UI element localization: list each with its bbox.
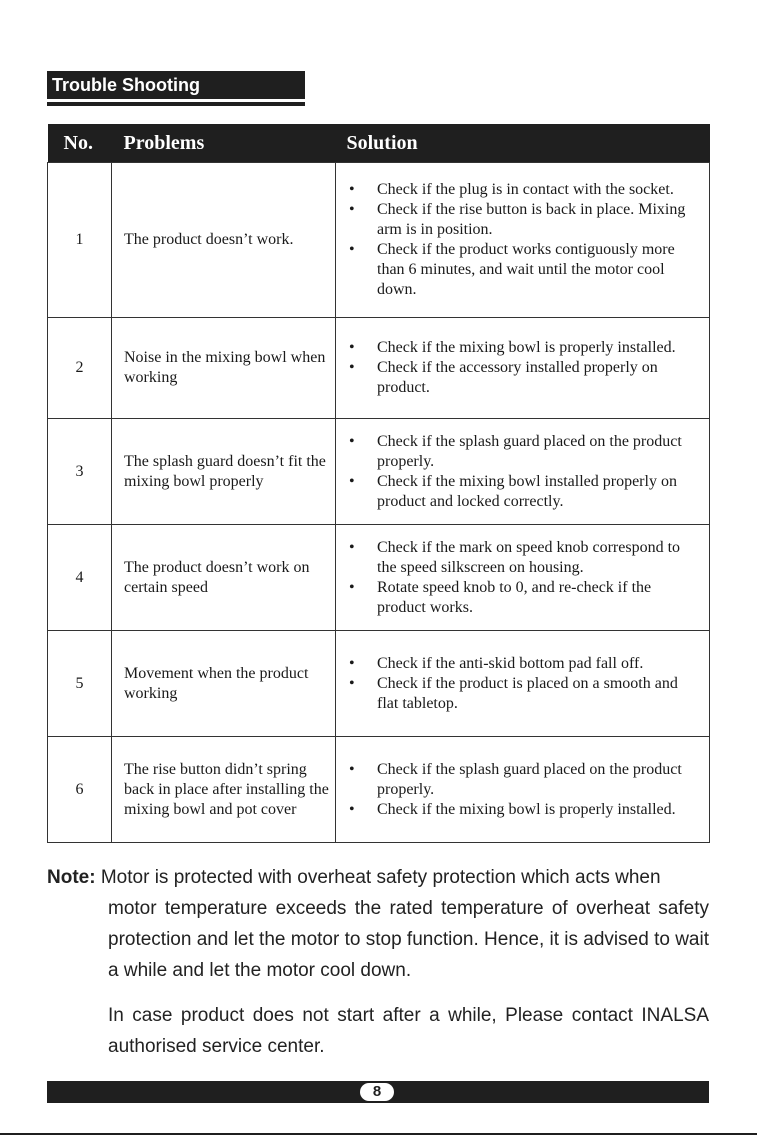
row-number: 4 — [48, 525, 112, 631]
solution-text: Check if the accessory installed properly on product. — [377, 359, 658, 396]
bullet-icon: • — [349, 760, 355, 778]
table-header-row — [48, 124, 710, 163]
solution-cell — [336, 318, 710, 419]
solution-cell — [336, 631, 710, 737]
solution-text: Check if the plug is in contact with the socket. — [377, 181, 674, 198]
solution-text: Check if the mixing bowl is properly installed. — [377, 339, 676, 356]
bullet-icon: • — [349, 654, 355, 672]
bullet-icon: • — [349, 201, 355, 218]
solution-text: Check if the splash guard placed on the product properly. — [377, 760, 682, 798]
solution-text: Check if the rise button is back in place. Mixing arm is in position. — [377, 201, 686, 238]
footer-bar — [47, 1081, 709, 1103]
solution-item — [347, 240, 701, 300]
bullet-icon: • — [349, 181, 355, 198]
solution-list — [347, 760, 701, 820]
row-number: 1 — [48, 163, 112, 318]
bullet-icon: • — [349, 472, 355, 490]
solution-item — [347, 800, 701, 820]
solution-item — [347, 200, 701, 240]
solution-list — [347, 654, 701, 714]
service-contact-text: In case product does not start after a while, Please contact INALSA authorised service center. — [108, 1005, 709, 1057]
solution-item — [347, 578, 701, 618]
solution-item — [347, 358, 701, 398]
problem-cell: The rise button didn’t spring back in place after installing the mixing bowl and pot cover — [112, 737, 336, 843]
solution-list — [347, 338, 701, 398]
section-heading: Trouble Shooting — [47, 71, 305, 99]
row-number: 6 — [48, 737, 112, 843]
solution-cell — [336, 419, 710, 525]
problem-cell: The product doesn’t work on certain speed — [112, 525, 336, 631]
row-number: 5 — [48, 631, 112, 737]
bullet-icon: • — [349, 339, 355, 356]
table-row — [48, 631, 710, 737]
note-text: motor temperature exceeds the rated temperature of overheat safety protection and let the motor to stop function. Hence, it is advised to wait a while and let the motor cool down. — [108, 898, 709, 981]
solution-text: Check if the product works contiguously more than 6 minutes, and wait until the motor cool down. — [377, 241, 675, 298]
solution-text: Check if the product is placed on a smooth and flat tabletop. — [377, 674, 678, 712]
problem-cell: Movement when the product working — [112, 631, 336, 737]
problem-cell: Noise in the mixing bowl when working — [112, 318, 336, 419]
solution-item — [347, 654, 701, 674]
solution-text: Check if the mark on speed knob correspond to the speed silkscreen on housing. — [377, 538, 681, 576]
solution-list — [347, 180, 701, 300]
solution-item — [347, 760, 701, 800]
solution-item — [347, 338, 701, 358]
table-row — [48, 419, 710, 525]
solution-item — [347, 432, 701, 472]
page-number: 8 — [360, 1083, 394, 1101]
solution-item — [347, 674, 701, 714]
table-row — [48, 163, 710, 318]
note-first-line — [47, 862, 709, 893]
bullet-icon: • — [349, 538, 355, 556]
solution-item — [347, 180, 701, 200]
note-first-text: Motor is protected with overheat safety protection which acts when — [100, 867, 661, 888]
solution-text: Rotate speed knob to 0, and re-check if the product works. — [377, 578, 652, 616]
solution-cell — [336, 737, 710, 843]
solution-list — [347, 432, 701, 512]
problem-cell: The splash guard doesn’t fit the mixing bowl properly — [112, 419, 336, 525]
bullet-icon: • — [349, 578, 355, 596]
table-row — [48, 737, 710, 843]
row-number: 3 — [48, 419, 112, 525]
row-number: 2 — [48, 318, 112, 419]
solution-item — [347, 538, 701, 578]
solution-text: Check if the mixing bowl is properly installed. — [377, 800, 676, 818]
problem-cell: The product doesn’t work. — [112, 163, 336, 318]
solution-text: Check if the mixing bowl installed properly on product and locked correctly. — [377, 472, 677, 510]
solution-text: Check if the anti-skid bottom pad fall off. — [377, 654, 644, 672]
bullet-icon: • — [349, 359, 355, 376]
table-row — [48, 318, 710, 419]
header-no: No. — [48, 124, 112, 163]
header-solution: Solution — [336, 124, 710, 163]
solution-text: Check if the splash guard placed on the product properly. — [377, 432, 682, 470]
bullet-icon: • — [349, 241, 355, 258]
bullet-icon: • — [349, 432, 355, 450]
solution-list — [347, 538, 701, 618]
note-label: Note: — [47, 867, 96, 888]
heading-underline — [47, 102, 305, 106]
header-problems: Problems — [112, 124, 336, 163]
table-row — [48, 525, 710, 631]
troubleshooting-table — [47, 124, 710, 843]
solution-cell — [336, 525, 710, 631]
note-block — [47, 862, 709, 986]
solution-item — [347, 472, 701, 512]
bullet-icon: • — [349, 800, 355, 818]
bullet-icon: • — [349, 674, 355, 692]
solution-cell — [336, 163, 710, 318]
